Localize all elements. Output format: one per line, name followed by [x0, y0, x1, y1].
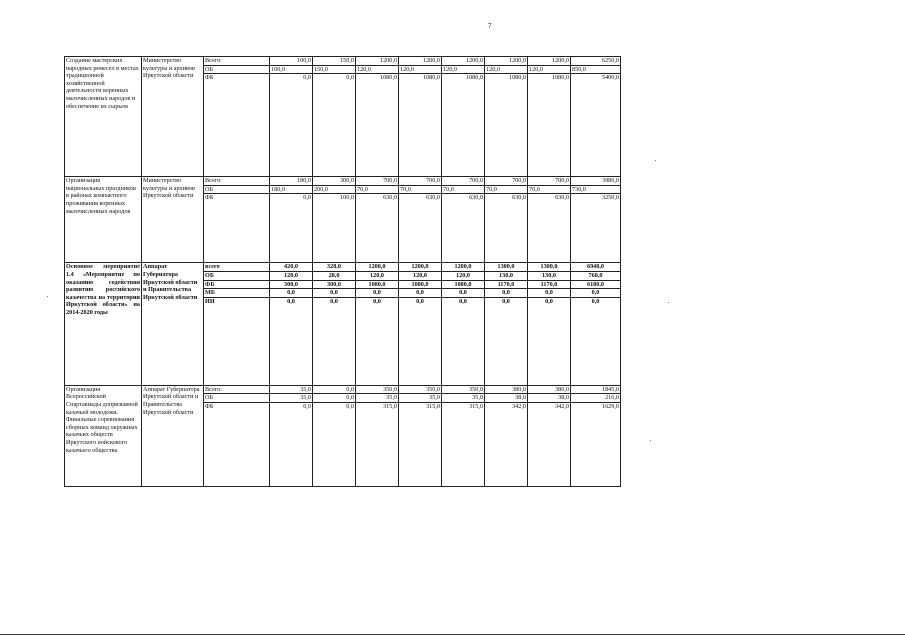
value-cell: 120,0: [270, 271, 313, 280]
value-cell: 3250,0: [571, 194, 621, 263]
value-cell: 1200,0: [356, 57, 399, 66]
value-cell: 700,0: [528, 177, 571, 186]
value-cell: 300,0: [313, 177, 356, 186]
value-cell: 350,0: [442, 385, 485, 394]
executor-name: Министерство культуры и архивов Иркутской области: [142, 57, 204, 177]
value-cell: 35,0: [356, 394, 399, 403]
value-cell: 1200,0: [485, 57, 528, 66]
funding-source-label: Всего:: [204, 177, 270, 186]
value-cell: 120,0: [399, 271, 442, 280]
value-cell: 350,0: [399, 385, 442, 394]
value-cell: 630,0: [356, 194, 399, 263]
value-cell: 0,0: [270, 194, 313, 263]
value-cell: 70,0: [442, 185, 485, 194]
value-cell: 300,0: [313, 280, 356, 289]
value-cell: 35,0: [442, 394, 485, 403]
value-cell: 100,0: [313, 194, 356, 263]
value-cell: 630,0: [399, 194, 442, 263]
value-cell: 1200,0: [356, 263, 399, 272]
value-cell: 130,0: [485, 271, 528, 280]
value-cell: 1080,0: [356, 74, 399, 177]
value-cell: 0,0: [313, 297, 356, 385]
value-cell: 1170,0: [528, 280, 571, 289]
value-cell: 0,0: [270, 74, 313, 177]
value-cell: 1200,0: [442, 263, 485, 272]
scan-speck: [47, 296, 48, 297]
value-cell: 1200,0: [442, 57, 485, 66]
value-cell: 0,0: [399, 297, 442, 385]
scan-speck: [650, 440, 651, 441]
value-cell: 0,0: [528, 297, 571, 385]
value-cell: 0,0: [270, 402, 313, 486]
value-cell: 850,0: [571, 65, 621, 74]
value-cell: 420,0: [270, 263, 313, 272]
value-cell: 0,0: [485, 289, 528, 298]
activity-name: Организация национальных праздников в районах компактного проживания коренных малочисленных народов: [65, 177, 142, 263]
scan-speck: [668, 302, 669, 303]
table-row: [65, 177, 621, 186]
value-cell: 700,0: [399, 177, 442, 186]
value-cell: 1200,0: [528, 57, 571, 66]
value-cell: 120,0: [399, 65, 442, 74]
value-cell: 120,0: [528, 65, 571, 74]
value-cell: 1080,0: [399, 74, 442, 177]
value-cell: 35,0: [399, 394, 442, 403]
value-cell: 1080,0: [528, 74, 571, 177]
executor-name: Аппарат Губернатора Иркутской области и Правительства Иркутской области: [142, 263, 204, 385]
value-cell: 328,0: [313, 263, 356, 272]
value-cell: 70,0: [399, 185, 442, 194]
value-cell: 0,0: [571, 297, 621, 385]
value-cell: 700,0: [442, 177, 485, 186]
value-cell: 0,0: [442, 289, 485, 298]
value-cell: 200,0: [313, 185, 356, 194]
value-cell: 28,0: [313, 271, 356, 280]
value-cell: 120,0: [442, 65, 485, 74]
value-cell: 38,0: [528, 394, 571, 403]
executor-name: Аппарат Губернатора Иркутской области и Правительства Иркутской области: [142, 385, 204, 486]
value-cell: 315,0: [399, 402, 442, 486]
value-cell: 0,0: [313, 289, 356, 298]
value-cell: 0,0: [313, 385, 356, 394]
value-cell: 630,0: [485, 194, 528, 263]
value-cell: 180,0: [270, 177, 313, 186]
scan-speck: [655, 160, 656, 161]
value-cell: 1200,0: [399, 263, 442, 272]
funding-source-label: Всего:: [204, 57, 270, 66]
table-row: [65, 263, 621, 272]
value-cell: 0,0: [313, 402, 356, 486]
value-cell: 0,0: [270, 297, 313, 385]
value-cell: 0,0: [313, 394, 356, 403]
value-cell: 730,0: [571, 185, 621, 194]
value-cell: 120,0: [356, 65, 399, 74]
value-cell: 630,0: [442, 194, 485, 263]
value-cell: 1080,0: [399, 280, 442, 289]
funding-source-label: ФБ: [204, 280, 270, 289]
value-cell: 1300,0: [485, 263, 528, 272]
activity-name: Организация Всероссийской Спартакиады допризывной казачьей молодежи. Финальные соревнования сборных команд окружных казачьих обществ Иркутского войскового казачьего общества: [65, 385, 142, 486]
value-cell: 1080,0: [485, 74, 528, 177]
value-cell: 768,0: [571, 271, 621, 280]
value-cell: 0,0: [528, 289, 571, 298]
value-cell: 700,0: [485, 177, 528, 186]
value-cell: 38,0: [485, 394, 528, 403]
value-cell: 1200,0: [399, 57, 442, 66]
value-cell: 100,0: [270, 57, 313, 66]
value-cell: 1629,0: [571, 402, 621, 486]
funding-source-label: всего: [204, 263, 270, 272]
value-cell: 0,0: [356, 297, 399, 385]
funding-source-label: ИИ: [204, 297, 270, 385]
value-cell: 100,0: [270, 65, 313, 74]
funding-source-label: ФБ: [204, 74, 270, 177]
value-cell: 300,0: [270, 280, 313, 289]
value-cell: 6948,0: [571, 263, 621, 272]
value-cell: 1080,0: [356, 280, 399, 289]
funding-source-label: ФБ: [204, 402, 270, 486]
value-cell: 0,0: [356, 289, 399, 298]
budget-table: [64, 56, 621, 487]
funding-source-label: ОБ: [204, 185, 270, 194]
page-bottom-edge: [0, 634, 905, 635]
value-cell: 1170,0: [485, 280, 528, 289]
value-cell: 0,0: [485, 297, 528, 385]
funding-source-label: ОБ: [204, 271, 270, 280]
value-cell: 216,0: [571, 394, 621, 403]
value-cell: 6250,0: [571, 57, 621, 66]
funding-source-label: Всего:: [204, 385, 270, 394]
value-cell: 120,0: [442, 271, 485, 280]
value-cell: 6180,0: [571, 280, 621, 289]
value-cell: 1300,0: [528, 263, 571, 272]
value-cell: 70,0: [485, 185, 528, 194]
value-cell: 150,0: [313, 57, 356, 66]
value-cell: 1080,0: [442, 74, 485, 177]
value-cell: 70,0: [528, 185, 571, 194]
funding-source-label: МБ: [204, 289, 270, 298]
activity-name: Основное мероприятие 1.4 «Мероприятие по оказанию содействия развитию российского казачества на территории Иркутской области» на 2014-2020 годы: [65, 263, 142, 385]
value-cell: 0,0: [313, 74, 356, 177]
value-cell: 350,0: [356, 385, 399, 394]
funding-source-label: ФБ: [204, 194, 270, 263]
table-row: [65, 385, 621, 394]
value-cell: 5400,0: [571, 74, 621, 177]
value-cell: 120,0: [485, 65, 528, 74]
value-cell: 180,0: [270, 185, 313, 194]
value-cell: 342,0: [485, 402, 528, 486]
value-cell: 3980,0: [571, 177, 621, 186]
value-cell: 315,0: [356, 402, 399, 486]
value-cell: 630,0: [528, 194, 571, 263]
funding-source-label: ОБ: [204, 394, 270, 403]
page-number: 7: [488, 22, 492, 30]
value-cell: 0,0: [571, 289, 621, 298]
value-cell: 70,0: [356, 185, 399, 194]
value-cell: 130,0: [528, 271, 571, 280]
value-cell: 0,0: [442, 297, 485, 385]
value-cell: 342,0: [528, 402, 571, 486]
value-cell: 120,0: [356, 271, 399, 280]
executor-name: Министерство культуры и архивов Иркутской области: [142, 177, 204, 263]
value-cell: 380,0: [485, 385, 528, 394]
value-cell: 700,0: [356, 177, 399, 186]
value-cell: 315,0: [442, 402, 485, 486]
value-cell: 0,0: [270, 289, 313, 298]
value-cell: 1845,0: [571, 385, 621, 394]
value-cell: 150,0: [313, 65, 356, 74]
value-cell: 0,0: [399, 289, 442, 298]
value-cell: 1080,0: [442, 280, 485, 289]
activity-name: Создание мастерских народных ремесел в местах традиционной хозяйственной деятельности коренных малочисленных народов и обеспечение их сырьем: [65, 57, 142, 177]
value-cell: 35,0: [270, 385, 313, 394]
value-cell: 35,0: [270, 394, 313, 403]
value-cell: 380,0: [528, 385, 571, 394]
funding-source-label: ОБ: [204, 65, 270, 74]
table-row: [65, 57, 621, 66]
